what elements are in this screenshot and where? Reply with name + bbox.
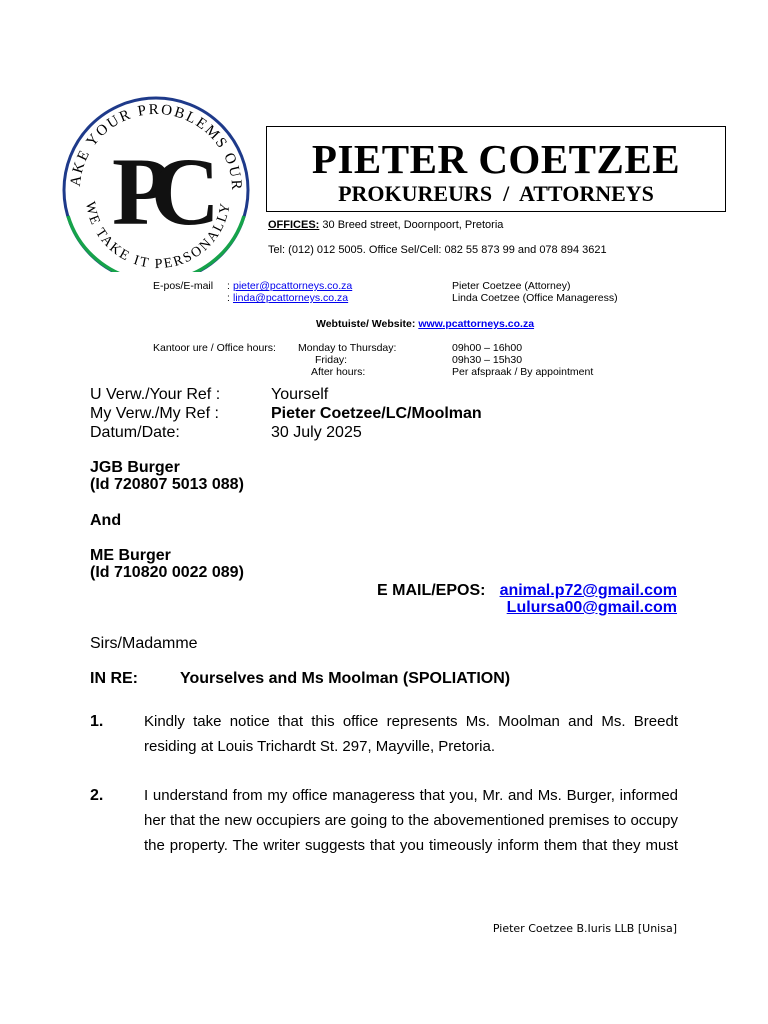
ref-label-my: My Verw./My Ref : xyxy=(90,405,219,422)
website-line xyxy=(316,318,534,331)
hours-time-3: Per afspraak / By appointment xyxy=(452,366,594,378)
ref-value-my: Pieter Coetzee/LC/Moolman xyxy=(271,405,482,422)
phone-line: Tel: (012) 012 5005. Office Sel/Cell: 082 55 873 99 and 078 894 3621 xyxy=(268,244,607,256)
hours-time-2: 09h30 – 15h30 xyxy=(452,354,523,366)
hours-time-1: 09h00 – 16h00 xyxy=(452,342,523,354)
recipient-email-label: E MAIL/EPOS: xyxy=(377,582,486,599)
subject-text: Yourselves and Ms Moolman (SPOLIATION) xyxy=(180,670,511,687)
footer-credentials: Pieter Coetzee B.Iuris LLB [Unisa] xyxy=(492,922,677,935)
contact-person-2: Linda Coetzee (Office Manageress) xyxy=(452,292,618,304)
paragraph-1 xyxy=(144,709,678,759)
recipient-1-name: JGB Burger xyxy=(90,459,180,476)
recipient-and: And xyxy=(90,512,122,529)
paragraph-2-line-3: the property. The writer suggests that you timeously inform them that they must xyxy=(144,837,678,854)
paragraph-1-number: 1. xyxy=(90,713,104,730)
firm-title-box xyxy=(266,126,726,212)
ref-value-date: 30 July 2025 xyxy=(271,424,362,441)
salutation: Sirs/Madamme xyxy=(90,635,198,652)
website-label: Webtuiste/ Website: xyxy=(316,318,416,330)
website-link[interactable]: www.pcattorneys.co.za xyxy=(418,318,535,330)
recipient-email-link-1[interactable]: animal.p72@gmail.com xyxy=(499,582,677,599)
logo-ring-bottom-text: WE TAKE IT PERSONALLY xyxy=(81,200,234,272)
paragraph-1-line-1: Kindly take notice that this office represents Ms. Moolman and Ms. Breedt xyxy=(144,713,678,730)
email-link-pieter[interactable]: pieter@pcattorneys.co.za xyxy=(233,280,353,292)
recipient-1-id: (Id 720807 5013 088) xyxy=(90,476,244,493)
recipient-2-name: ME Burger xyxy=(90,547,171,564)
logo-graphic xyxy=(58,96,254,272)
ref-value-your: Yourself xyxy=(271,386,329,403)
email-link-linda[interactable]: linda@pcattorneys.co.za xyxy=(233,292,349,304)
logo-monogram: PC xyxy=(112,138,200,245)
offices-label: OFFICES: xyxy=(268,219,320,231)
paragraph-2-line-1: I understand from my office manageress that you, Mr. and Ms. Burger, informed xyxy=(144,787,678,804)
recipient-email-link-2[interactable]: Lulursa00@gmail.com xyxy=(506,599,677,616)
paragraph-2-line-2: her that the new occupiers are going to the abovementioned premises to occupy xyxy=(144,812,678,829)
firm-subtitle: PROKUREURS / ATTORNEYS xyxy=(338,181,654,206)
email-colon-1: : xyxy=(227,280,230,292)
paragraph-1-line-2: residing at Louis Trichardt St. 297, Mayville, Pretoria. xyxy=(144,738,495,755)
recipient-2-id: (Id 710820 0022 089) xyxy=(90,564,244,581)
firm-logo xyxy=(58,96,254,272)
office-hours-label: Kantoor ure / Office hours: xyxy=(153,342,276,354)
offices-address: 30 Breed street, Doornpoort, Pretoria xyxy=(319,219,504,231)
ref-label-date: Datum/Date: xyxy=(90,424,180,441)
logo-ring-top-text: AKE YOUR PROBLEMS OUR xyxy=(67,101,245,193)
hours-day-1: Monday to Thursday: xyxy=(298,342,397,354)
subject-label: IN RE: xyxy=(90,670,138,687)
contact-person-1: Pieter Coetzee (Attorney) xyxy=(452,280,571,292)
hours-day-2: Friday: xyxy=(315,354,348,366)
email-label: E-pos/E-mail xyxy=(153,280,214,292)
firm-name: PIETER COETZEE xyxy=(311,136,681,182)
hours-day-3: After hours: xyxy=(311,366,366,378)
offices-line xyxy=(268,219,503,232)
ref-label-your: U Verw./Your Ref : xyxy=(90,386,221,403)
paragraph-2 xyxy=(144,783,678,858)
email-colon-2: : xyxy=(227,292,230,304)
paragraph-2-number: 2. xyxy=(90,787,104,804)
